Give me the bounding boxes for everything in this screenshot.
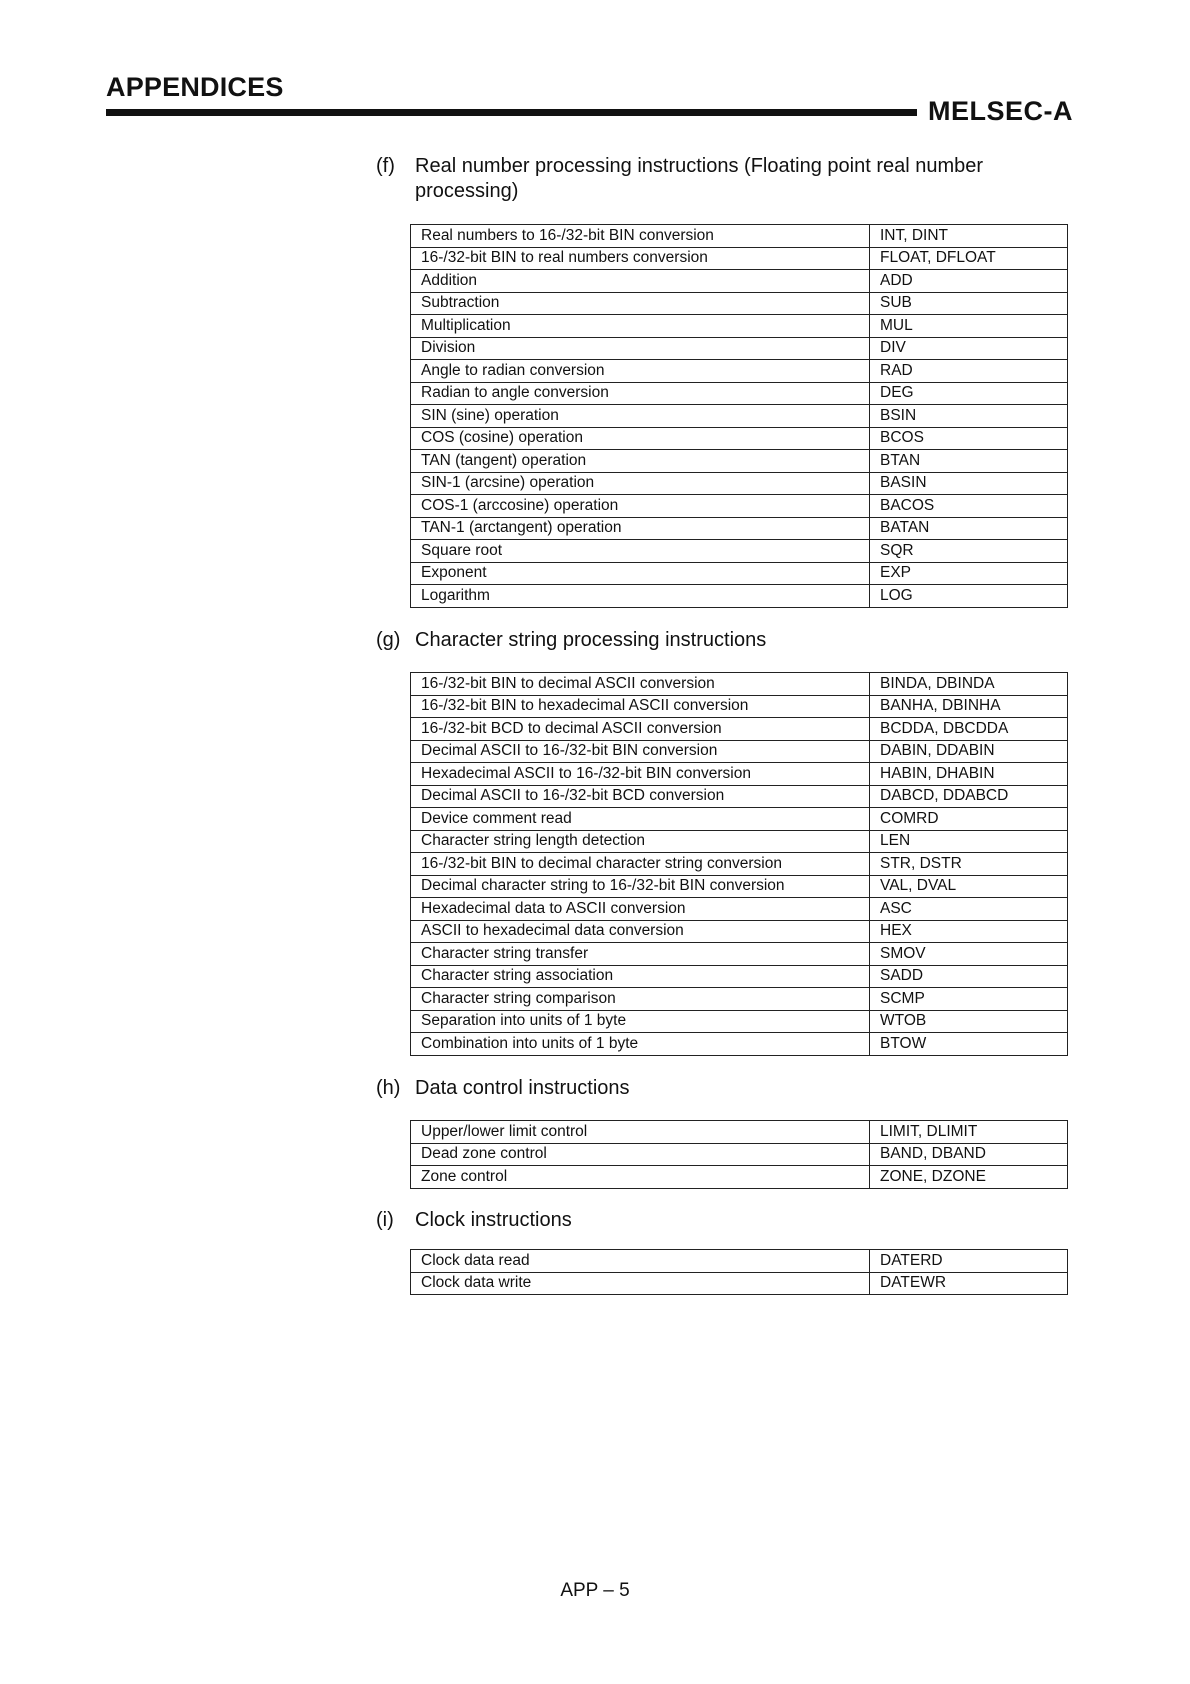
instruction-symbol: BCDDA, DBCDDA — [870, 718, 1068, 741]
instruction-symbol: DATERD — [870, 1250, 1068, 1273]
table-row — [411, 1166, 1068, 1189]
data-control-instructions-table — [410, 1120, 1068, 1189]
instruction-symbol: DIV — [870, 337, 1068, 360]
section-marker: (h) — [376, 1077, 401, 1099]
instruction-symbol: LOG — [870, 585, 1068, 608]
table-row — [411, 382, 1068, 405]
instruction-symbol: INT, DINT — [870, 225, 1068, 248]
table-row — [411, 495, 1068, 518]
instruction-symbol: SMOV — [870, 943, 1068, 966]
instruction-symbol: BTAN — [870, 450, 1068, 473]
instruction-description: Decimal character string to 16-/32-bit BIN conversion — [411, 875, 870, 898]
instruction-symbol: MUL — [870, 315, 1068, 338]
table-row — [411, 763, 1068, 786]
instruction-symbol: SCMP — [870, 988, 1068, 1011]
table-row — [411, 585, 1068, 608]
instruction-description: Clock data write — [411, 1272, 870, 1295]
instruction-symbol: BTOW — [870, 1033, 1068, 1056]
table-row — [411, 965, 1068, 988]
instruction-description: Multiplication — [411, 315, 870, 338]
instruction-description: Angle to radian conversion — [411, 360, 870, 383]
section-title: Character string processing instructions — [415, 629, 767, 651]
instruction-description: Separation into units of 1 byte — [411, 1010, 870, 1033]
section-heading-f — [376, 154, 1075, 204]
section-title: Clock instructions — [415, 1209, 572, 1231]
instruction-description: Hexadecimal data to ASCII conversion — [411, 898, 870, 921]
table-row — [411, 405, 1068, 428]
instruction-description: 16-/32-bit BIN to real numbers conversion — [411, 247, 870, 270]
instruction-description: Hexadecimal ASCII to 16-/32-bit BIN conversion — [411, 763, 870, 786]
instruction-symbol: BACOS — [870, 495, 1068, 518]
instruction-description: Upper/lower limit control — [411, 1121, 870, 1144]
real-number-instructions-table — [410, 224, 1068, 608]
instruction-symbol: SADD — [870, 965, 1068, 988]
instruction-description: Subtraction — [411, 292, 870, 315]
clock-instructions-table — [410, 1249, 1068, 1295]
table-row — [411, 718, 1068, 741]
table-row — [411, 875, 1068, 898]
instruction-symbol: DABIN, DDABIN — [870, 740, 1068, 763]
instruction-description: 16-/32-bit BIN to decimal character string conversion — [411, 853, 870, 876]
table-row — [411, 920, 1068, 943]
table-row — [411, 988, 1068, 1011]
instruction-description: Clock data read — [411, 1250, 870, 1273]
instruction-symbol: DABCD, DDABCD — [870, 785, 1068, 808]
table-row — [411, 1272, 1068, 1295]
instruction-description: ASCII to hexadecimal data conversion — [411, 920, 870, 943]
instruction-symbol: ADD — [870, 270, 1068, 293]
table-row — [411, 517, 1068, 540]
table-row — [411, 695, 1068, 718]
instruction-description: Character string length detection — [411, 830, 870, 853]
instruction-description: Decimal ASCII to 16-/32-bit BCD conversion — [411, 785, 870, 808]
instruction-symbol: BASIN — [870, 472, 1068, 495]
instruction-description: COS (cosine) operation — [411, 427, 870, 450]
instruction-symbol: BINDA, DBINDA — [870, 673, 1068, 696]
table-row — [411, 808, 1068, 831]
instruction-description: Character string transfer — [411, 943, 870, 966]
table-row — [411, 673, 1068, 696]
instruction-description: Logarithm — [411, 585, 870, 608]
table-row — [411, 540, 1068, 563]
table-row — [411, 830, 1068, 853]
instruction-description: Character string association — [411, 965, 870, 988]
section-heading-g — [376, 628, 1075, 653]
table-row — [411, 943, 1068, 966]
section-marker: (f) — [376, 155, 395, 177]
instruction-symbol: ZONE, DZONE — [870, 1166, 1068, 1189]
instruction-description: SIN (sine) operation — [411, 405, 870, 428]
instruction-symbol: BANHA, DBINHA — [870, 695, 1068, 718]
instruction-symbol: ASC — [870, 898, 1068, 921]
instruction-description: Decimal ASCII to 16-/32-bit BIN conversion — [411, 740, 870, 763]
instruction-description: Character string comparison — [411, 988, 870, 1011]
table-row — [411, 315, 1068, 338]
instruction-symbol: LIMIT, DLIMIT — [870, 1121, 1068, 1144]
instruction-symbol: DEG — [870, 382, 1068, 405]
instruction-description: Dead zone control — [411, 1143, 870, 1166]
instruction-symbol: VAL, DVAL — [870, 875, 1068, 898]
instruction-symbol: SUB — [870, 292, 1068, 315]
instruction-symbol: BSIN — [870, 405, 1068, 428]
table-row — [411, 360, 1068, 383]
table-row — [411, 853, 1068, 876]
instruction-description: Device comment read — [411, 808, 870, 831]
instruction-description: Real numbers to 16-/32-bit BIN conversion — [411, 225, 870, 248]
instruction-description: Exponent — [411, 562, 870, 585]
instruction-description: TAN-1 (arctangent) operation — [411, 517, 870, 540]
instruction-symbol: BAND, DBAND — [870, 1143, 1068, 1166]
instruction-symbol: DATEWR — [870, 1272, 1068, 1295]
table-row — [411, 1010, 1068, 1033]
table-row — [411, 1143, 1068, 1166]
section-title: Real number processing instructions (Floating point real number processing) — [415, 155, 984, 202]
table-row — [411, 1033, 1068, 1056]
instruction-description: Square root — [411, 540, 870, 563]
instruction-symbol: RAD — [870, 360, 1068, 383]
table-row — [411, 898, 1068, 921]
table-row — [411, 270, 1068, 293]
instruction-symbol: WTOB — [870, 1010, 1068, 1033]
instruction-description: Combination into units of 1 byte — [411, 1033, 870, 1056]
instruction-symbol: COMRD — [870, 808, 1068, 831]
instruction-description: 16-/32-bit BCD to decimal ASCII conversion — [411, 718, 870, 741]
table-row — [411, 427, 1068, 450]
table-row — [411, 337, 1068, 360]
instruction-symbol: HEX — [870, 920, 1068, 943]
section-title: Data control instructions — [415, 1077, 630, 1099]
section-heading-h — [376, 1076, 1075, 1101]
table-row — [411, 472, 1068, 495]
instruction-symbol: EXP — [870, 562, 1068, 585]
page-number: APP – 5 — [560, 1580, 630, 1601]
table-row — [411, 1250, 1068, 1273]
table-row — [411, 247, 1068, 270]
instruction-symbol: SQR — [870, 540, 1068, 563]
section-marker: (i) — [376, 1209, 394, 1231]
section-heading-i — [376, 1208, 1075, 1233]
header-brand: MELSEC-A — [928, 96, 1073, 126]
instruction-description: COS-1 (arccosine) operation — [411, 495, 870, 518]
table-row — [411, 562, 1068, 585]
section-marker: (g) — [376, 629, 401, 651]
table-row — [411, 450, 1068, 473]
instruction-symbol: FLOAT, DFLOAT — [870, 247, 1068, 270]
table-row — [411, 785, 1068, 808]
instruction-description: Radian to angle conversion — [411, 382, 870, 405]
instruction-symbol: HABIN, DHABIN — [870, 763, 1068, 786]
instruction-description: 16-/32-bit BIN to decimal ASCII conversion — [411, 673, 870, 696]
instruction-symbol: LEN — [870, 830, 1068, 853]
instruction-description: TAN (tangent) operation — [411, 450, 870, 473]
table-row — [411, 225, 1068, 248]
instruction-symbol: BCOS — [870, 427, 1068, 450]
instruction-description: 16-/32-bit BIN to hexadecimal ASCII conversion — [411, 695, 870, 718]
instruction-description: Addition — [411, 270, 870, 293]
header-rule — [106, 109, 917, 116]
table-row — [411, 740, 1068, 763]
instruction-description: Division — [411, 337, 870, 360]
table-row — [411, 1121, 1068, 1144]
instruction-description: SIN-1 (arcsine) operation — [411, 472, 870, 495]
page-header-title: APPENDICES — [106, 72, 284, 102]
table-row — [411, 292, 1068, 315]
character-string-instructions-table — [410, 672, 1068, 1056]
instruction-symbol: STR, DSTR — [870, 853, 1068, 876]
instruction-description: Zone control — [411, 1166, 870, 1189]
instruction-symbol: BATAN — [870, 517, 1068, 540]
